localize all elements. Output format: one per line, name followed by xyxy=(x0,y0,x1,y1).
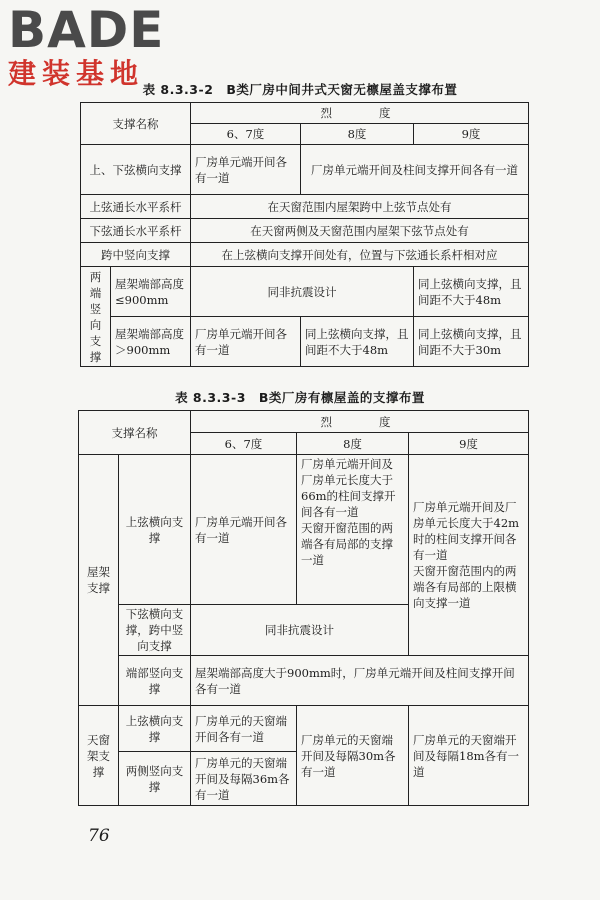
t1-chord-89: 厂房单元端开间及柱间支撑开间各有一道 xyxy=(301,145,529,195)
t1-end-h2-67: 厂房单元端开间各有一道 xyxy=(191,317,301,367)
t1-lower-tie-value: 在天窗两侧及天窗范围内屋架下弦节点处有 xyxy=(191,219,529,243)
t1-end-h1-label: 屋架端部高度≤900mm xyxy=(111,267,191,317)
t2-header-intensity: 烈 度 xyxy=(191,411,529,433)
table2-caption: 表 8.3.3-3 B类厂房有檩屋盖的支撑布置 xyxy=(175,390,425,405)
t2-sky-8: 厂房单元的天窗端开间及每隔30m各有一道 xyxy=(297,706,409,806)
t2-upper-9-cell xyxy=(409,455,529,656)
t2-lower-value: 同非抗震设计 xyxy=(191,605,409,656)
t2-header-8: 8度 xyxy=(297,433,409,455)
t1-end-h2-label: 屋架端部高度＞900mm xyxy=(111,317,191,367)
t2-sky-side-67: 厂房单元的天窗端开间及每隔36m各有一道 xyxy=(191,752,297,806)
t1-end-h1-678: 同非抗震设计 xyxy=(191,267,414,317)
t1-end-h2-9: 同上弦横向支撑，且间距不大于30m xyxy=(414,317,529,367)
t2-sky-upper-67: 厂房单元的天窗端开间各有一道 xyxy=(191,706,297,752)
t1-chord-67: 厂房单元端开间各有一道 xyxy=(191,145,301,195)
t2-sky-label: 天窗架支撑 xyxy=(79,706,119,806)
t2-roof-label: 屋架支撑 xyxy=(79,455,119,706)
t2-header-name: 支撑名称 xyxy=(79,411,191,455)
t1-end-h1-9: 同上弦横向支撑，且间距不大于48m xyxy=(414,267,529,317)
t2-upper-8: 厂房单元端开间及厂房单元长度大于66m的柱间支撑开间各有一道 xyxy=(301,457,396,519)
t2-upper-67: 厂房单元端开间各有一道 xyxy=(191,455,297,605)
t2-sky-side-label: 两侧竖向支撑 xyxy=(119,752,191,806)
t2-sky-9: 厂房单元的天窗端开间及每隔18m各有一道 xyxy=(409,706,529,806)
t2-upper-9-b: 天窗开窗范围内的两端各有局部的上限横向支撑一道 xyxy=(413,564,517,610)
t1-header-intensity: 烈 度 xyxy=(191,103,529,124)
t2-lower-label: 下弦横向支撑，跨中竖向支撑 xyxy=(119,605,191,656)
t1-end-h2-8: 同上弦横向支撑，且间距不大于48m xyxy=(301,317,414,367)
table1-caption: 表 8.3.3-2 B类厂房中间井式天窗无檩屋盖支撑布置 xyxy=(142,82,458,97)
t1-chord-label: 上、下弦横向支撑 xyxy=(81,145,191,195)
t2-upper-8-cell xyxy=(297,455,409,605)
t2-endv-value: 屋架端部高度大于900mm时，厂房单元端开间及柱间支撑开间各有一道 xyxy=(191,656,529,706)
t2-upper-label: 上弦横向支撑 xyxy=(119,455,191,605)
table2 xyxy=(78,410,529,806)
t1-mid-label: 跨中竖向支撑 xyxy=(81,243,191,267)
t1-upper-tie-label: 上弦通长水平系杆 xyxy=(81,195,191,219)
table1 xyxy=(80,102,529,367)
t2-header-67: 6、7度 xyxy=(191,433,297,455)
t2-upper-9: 厂房单元端开间及厂房单元长度大于42m时的柱间支撑开间各有一道 xyxy=(413,500,520,562)
t1-header-8: 8度 xyxy=(301,124,414,145)
t1-lower-tie-label: 下弦通长水平系杆 xyxy=(81,219,191,243)
logo-wordmark: BADE xyxy=(8,1,165,59)
t1-header-name: 支撑名称 xyxy=(81,103,191,145)
t1-end-label: 两端竖向支撑 xyxy=(81,267,111,367)
page-number: 76 xyxy=(88,826,110,846)
t2-header-9: 9度 xyxy=(409,433,529,455)
t2-sky-upper-label: 上弦横向支撑 xyxy=(119,706,191,752)
t2-upper-8-b: 天窗开窗范围的两端各有局部的支撑一道 xyxy=(301,521,393,567)
t1-header-9: 9度 xyxy=(414,124,529,145)
logo-subtitle: 建装基地 xyxy=(8,57,145,90)
t2-endv-label: 端部竖向支撑 xyxy=(119,656,191,706)
t1-upper-tie-value: 在天窗范围内屋架跨中上弦节点处有 xyxy=(191,195,529,219)
t1-header-67: 6、7度 xyxy=(191,124,301,145)
t1-mid-value: 在上弦横向支撑开间处有，位置与下弦通长系杆相对应 xyxy=(191,243,529,267)
